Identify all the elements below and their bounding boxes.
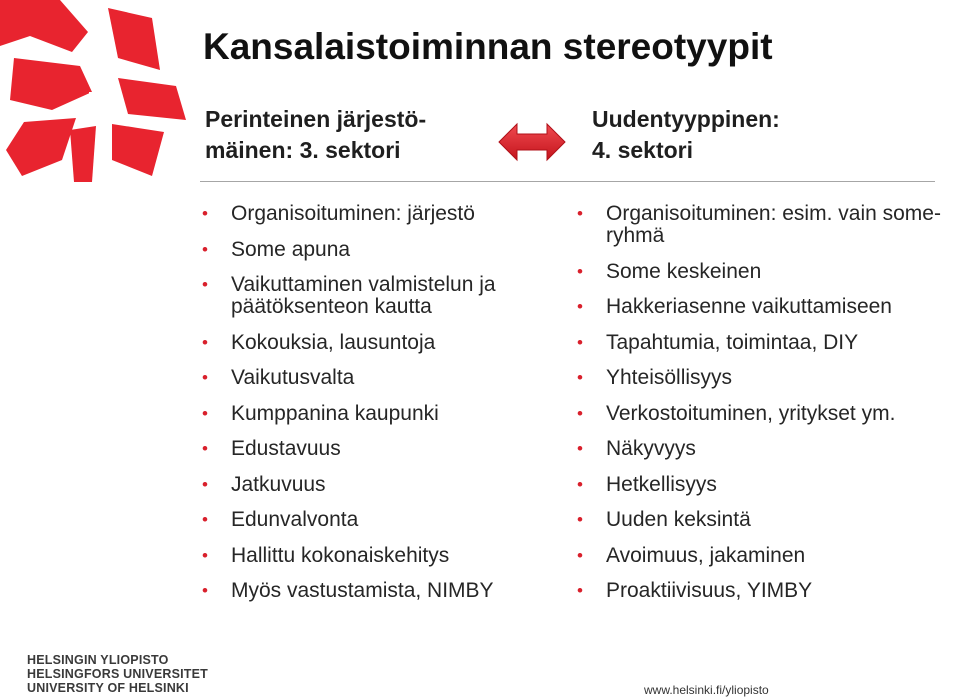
university-wordmark [27, 653, 208, 695]
university-flame-logo-icon [0, 0, 190, 190]
list-item: • Hakkeriasenne vaikuttamiseen [577, 295, 892, 318]
wordmark-line: HELSINGIN YLIOPISTO [27, 653, 169, 667]
bullet-icon: • [577, 261, 583, 281]
left-header-line-2: mäinen: 3. sektori [205, 137, 401, 163]
list-item: • Edustavuus [202, 437, 341, 460]
right-header-line-2: 4. sektori [592, 137, 693, 163]
bullet-icon: • [202, 403, 208, 423]
list-item: • Verkostoituminen, yritykset ym. [577, 401, 896, 425]
list-item: • Myös vastustamista, NIMBY [202, 579, 494, 602]
list-item: • Kokouksia, lausuntoja [202, 330, 436, 354]
list-item: • Näkyvyys [577, 437, 696, 460]
list-item: • Organisoituminen: esim. vain some-ryhmä [577, 202, 941, 247]
right-column-header [592, 104, 892, 166]
bullet-icon: • [202, 545, 208, 565]
list-item: • Tapahtumia, toimintaa, DIY [577, 330, 859, 354]
bullet-icon: • [577, 510, 583, 529]
left-bullet-list [200, 203, 570, 616]
list-item: • Edunvalvonta [202, 508, 359, 531]
bullet-icon: • [202, 510, 208, 529]
right-header-line-1: Uudentyyppinen: [592, 106, 780, 132]
left-column-header [205, 104, 505, 166]
list-item: • Kumppanina kaupunki [202, 401, 439, 425]
list-item: • Proaktiivisuus, YIMBY [577, 579, 813, 602]
bullet-icon: • [202, 474, 208, 494]
bullet-icon: • [577, 204, 583, 223]
list-item: • Some apuna [202, 237, 351, 261]
list-item: • Vaikuttaminen valmistelun ja päätöksenteon kautta [202, 273, 496, 318]
double-arrow-icon [497, 120, 567, 164]
bullet-icon: • [202, 275, 208, 294]
slide-title: Kansalaistoiminnan stereotyypit [203, 26, 773, 67]
bullet-icon: • [202, 204, 208, 223]
bullet-icon: • [577, 297, 583, 316]
bullet-icon: • [577, 403, 583, 423]
bullet-icon: • [577, 332, 583, 352]
list-item: • Hetkellisyys [577, 472, 717, 496]
bullet-icon: • [577, 545, 583, 565]
list-item: • Avoimuus, jakaminen [577, 543, 806, 567]
right-bullet-list [575, 203, 959, 616]
list-item: • Uuden keksintä [577, 508, 751, 531]
list-item: • Hallittu kokonaiskehitys [202, 543, 450, 567]
bullet-icon: • [202, 368, 208, 387]
bullet-icon: • [577, 439, 583, 458]
left-header-line-1: Perinteinen järjestö- [205, 106, 427, 132]
list-item: • Yhteisöllisyys [577, 366, 733, 389]
wordmark-line: UNIVERSITY OF HELSINKI [27, 681, 189, 695]
wordmark-line: HELSINGFORS UNIVERSITET [27, 667, 209, 681]
list-item: • Some keskeinen [577, 259, 762, 283]
bullet-icon: • [202, 239, 208, 259]
footer-url: www.helsinki.fi/yliopisto [644, 683, 769, 697]
bullet-icon: • [202, 439, 208, 458]
list-item: • Vaikutusvalta [202, 366, 355, 389]
bullet-icon: • [202, 332, 208, 352]
header-divider [200, 181, 935, 182]
bullet-icon: • [577, 474, 583, 494]
list-item: • Jatkuvuus [202, 472, 326, 496]
list-item: • Organisoituminen: järjestö [202, 202, 475, 225]
bullet-icon: • [577, 581, 583, 600]
bullet-icon: • [202, 581, 208, 600]
bullet-icon: • [577, 368, 583, 387]
